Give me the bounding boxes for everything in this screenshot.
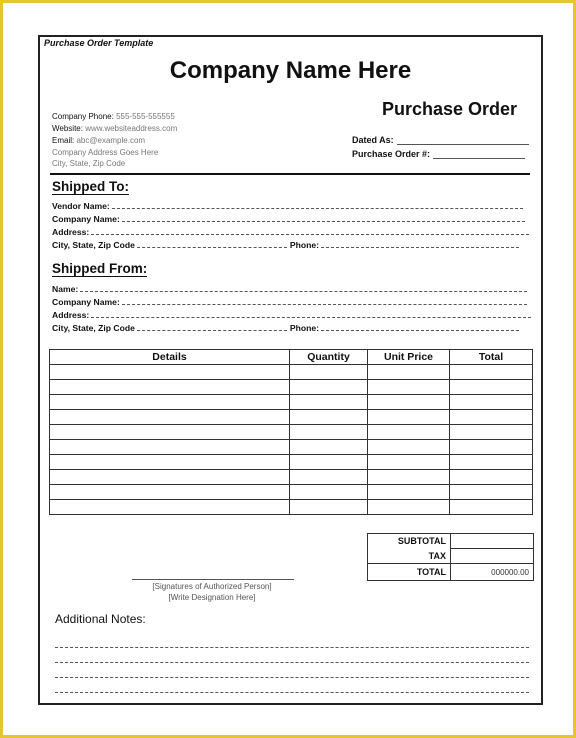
subtotal-value[interactable]	[451, 534, 534, 549]
to-city-line[interactable]	[137, 247, 287, 248]
item-row	[50, 455, 533, 470]
page	[3, 3, 573, 735]
subtotal-label: SUBTOTAL	[368, 534, 451, 549]
total-cell[interactable]	[450, 455, 533, 470]
items-table-header	[50, 350, 533, 365]
total-cell[interactable]	[450, 485, 533, 500]
quantity-cell[interactable]	[290, 365, 368, 380]
detail-cell[interactable]	[50, 500, 290, 515]
quantity-cell[interactable]	[290, 500, 368, 515]
shipped-to-title: Shipped To:	[52, 179, 129, 194]
quantity-cell[interactable]	[290, 395, 368, 410]
from-city-phone-field	[52, 323, 519, 333]
to-address-line[interactable]	[91, 234, 529, 235]
total-row	[368, 564, 534, 581]
note-line[interactable]	[55, 647, 529, 648]
from-address-line[interactable]	[91, 317, 531, 318]
item-row	[50, 440, 533, 455]
company-phone	[52, 112, 175, 121]
tax-label: TAX	[368, 549, 451, 564]
detail-cell[interactable]	[50, 440, 290, 455]
total-cell[interactable]	[450, 470, 533, 485]
unit-price-header: Unit Price	[368, 350, 450, 365]
note-line[interactable]	[55, 692, 529, 693]
unit-price-cell[interactable]	[368, 395, 450, 410]
vendor-name-field	[52, 201, 523, 211]
to-city-label: City, State, Zip Code	[52, 240, 135, 250]
website-label: Website:	[52, 124, 83, 133]
items-table	[49, 349, 533, 515]
item-row	[50, 470, 533, 485]
signature-caption: [Signatures of Authorized Person]	[152, 582, 272, 591]
to-company-name-line[interactable]	[122, 221, 525, 222]
total-label: TOTAL	[368, 564, 451, 581]
total-header: Total	[450, 350, 533, 365]
totals-table	[367, 533, 534, 581]
note-line[interactable]	[55, 677, 529, 678]
item-row	[50, 485, 533, 500]
tax-row	[368, 549, 534, 564]
dated-as-field	[352, 135, 529, 145]
from-city-line[interactable]	[137, 330, 287, 331]
total-cell[interactable]	[450, 395, 533, 410]
tax-value[interactable]	[451, 549, 534, 564]
note-line[interactable]	[55, 662, 529, 663]
from-address-field	[52, 310, 531, 320]
to-company-name-field	[52, 214, 525, 224]
quantity-cell[interactable]	[290, 425, 368, 440]
to-phone-line[interactable]	[321, 247, 519, 248]
items-table-body	[50, 365, 533, 515]
detail-cell[interactable]	[50, 470, 290, 485]
phone-value: 555-555-555555	[116, 112, 175, 121]
item-row	[50, 365, 533, 380]
unit-price-cell[interactable]	[368, 455, 450, 470]
unit-price-cell[interactable]	[368, 365, 450, 380]
company-email	[52, 136, 145, 145]
unit-price-cell[interactable]	[368, 500, 450, 515]
from-name-label: Name:	[52, 284, 79, 294]
item-row	[50, 410, 533, 425]
header-divider	[50, 173, 530, 175]
to-city-phone-field	[52, 240, 519, 250]
vendor-name-label: Vendor Name:	[52, 201, 110, 211]
from-phone-line[interactable]	[321, 330, 519, 331]
quantity-cell[interactable]	[290, 470, 368, 485]
total-cell[interactable]	[450, 365, 533, 380]
po-number-label: Purchase Order #:	[352, 149, 431, 159]
quantity-header: Quantity	[290, 350, 368, 365]
dated-as-label: Dated As:	[352, 135, 394, 145]
company-website	[52, 124, 177, 133]
template-title: Purchase Order Template	[44, 38, 154, 48]
detail-cell[interactable]	[50, 410, 290, 425]
from-city-label: City, State, Zip Code	[52, 323, 135, 333]
quantity-cell[interactable]	[290, 485, 368, 500]
details-header: Details	[50, 350, 290, 365]
total-value[interactable]: 000000.00	[451, 564, 534, 581]
additional-notes-title: Additional Notes:	[55, 612, 146, 626]
email-value: abc@example.com	[76, 136, 146, 145]
vendor-name-line[interactable]	[112, 208, 523, 209]
from-company-name-label: Company Name:	[52, 297, 120, 307]
total-cell[interactable]	[450, 380, 533, 395]
to-address-label: Address:	[52, 227, 90, 237]
item-row	[50, 425, 533, 440]
total-cell[interactable]	[450, 500, 533, 515]
item-row	[50, 395, 533, 410]
to-phone-label: Phone:	[289, 240, 320, 250]
document-title: Purchase Order	[382, 99, 518, 119]
unit-price-cell[interactable]	[368, 425, 450, 440]
subtotal-row	[368, 534, 534, 549]
detail-cell[interactable]	[50, 365, 290, 380]
unit-price-cell[interactable]	[368, 485, 450, 500]
po-number-line[interactable]	[433, 151, 525, 159]
shipped-from-title: Shipped From:	[52, 261, 148, 276]
email-label: Email:	[52, 136, 75, 145]
from-company-name-line[interactable]	[122, 304, 527, 305]
from-name-line[interactable]	[80, 291, 527, 292]
quantity-cell[interactable]	[290, 455, 368, 470]
signature-line[interactable]	[132, 579, 294, 580]
designation-caption: [Write Designation Here]	[168, 593, 256, 602]
unit-price-cell[interactable]	[368, 380, 450, 395]
quantity-cell[interactable]	[290, 380, 368, 395]
total-cell[interactable]	[450, 410, 533, 425]
detail-cell[interactable]	[50, 455, 290, 470]
quantity-cell[interactable]	[290, 410, 368, 425]
company-name: Company Name Here	[169, 57, 412, 84]
detail-cell[interactable]	[50, 485, 290, 500]
detail-cell[interactable]	[50, 425, 290, 440]
from-phone-label: Phone:	[289, 323, 320, 333]
detail-cell[interactable]	[50, 395, 290, 410]
to-company-name-label: Company Name:	[52, 214, 120, 224]
unit-price-cell[interactable]	[368, 410, 450, 425]
from-address-label: Address:	[52, 310, 90, 320]
company-city: City, State, Zip Code	[52, 159, 126, 168]
from-company-name-field	[52, 297, 527, 307]
to-address-field	[52, 227, 529, 237]
from-name-field	[52, 284, 527, 294]
unit-price-cell[interactable]	[368, 440, 450, 455]
dated-as-line[interactable]	[397, 137, 529, 145]
detail-cell[interactable]	[50, 380, 290, 395]
quantity-cell[interactable]	[290, 440, 368, 455]
purchase-order-form	[38, 35, 543, 705]
po-number-field	[352, 149, 525, 159]
unit-price-cell[interactable]	[368, 470, 450, 485]
company-address: Company Address Goes Here	[52, 148, 159, 157]
total-cell[interactable]	[450, 440, 533, 455]
website-value: www.websiteaddress.com	[85, 124, 178, 133]
total-cell[interactable]	[450, 425, 533, 440]
item-row	[50, 380, 533, 395]
phone-label: Company Phone:	[52, 112, 114, 121]
item-row	[50, 500, 533, 515]
